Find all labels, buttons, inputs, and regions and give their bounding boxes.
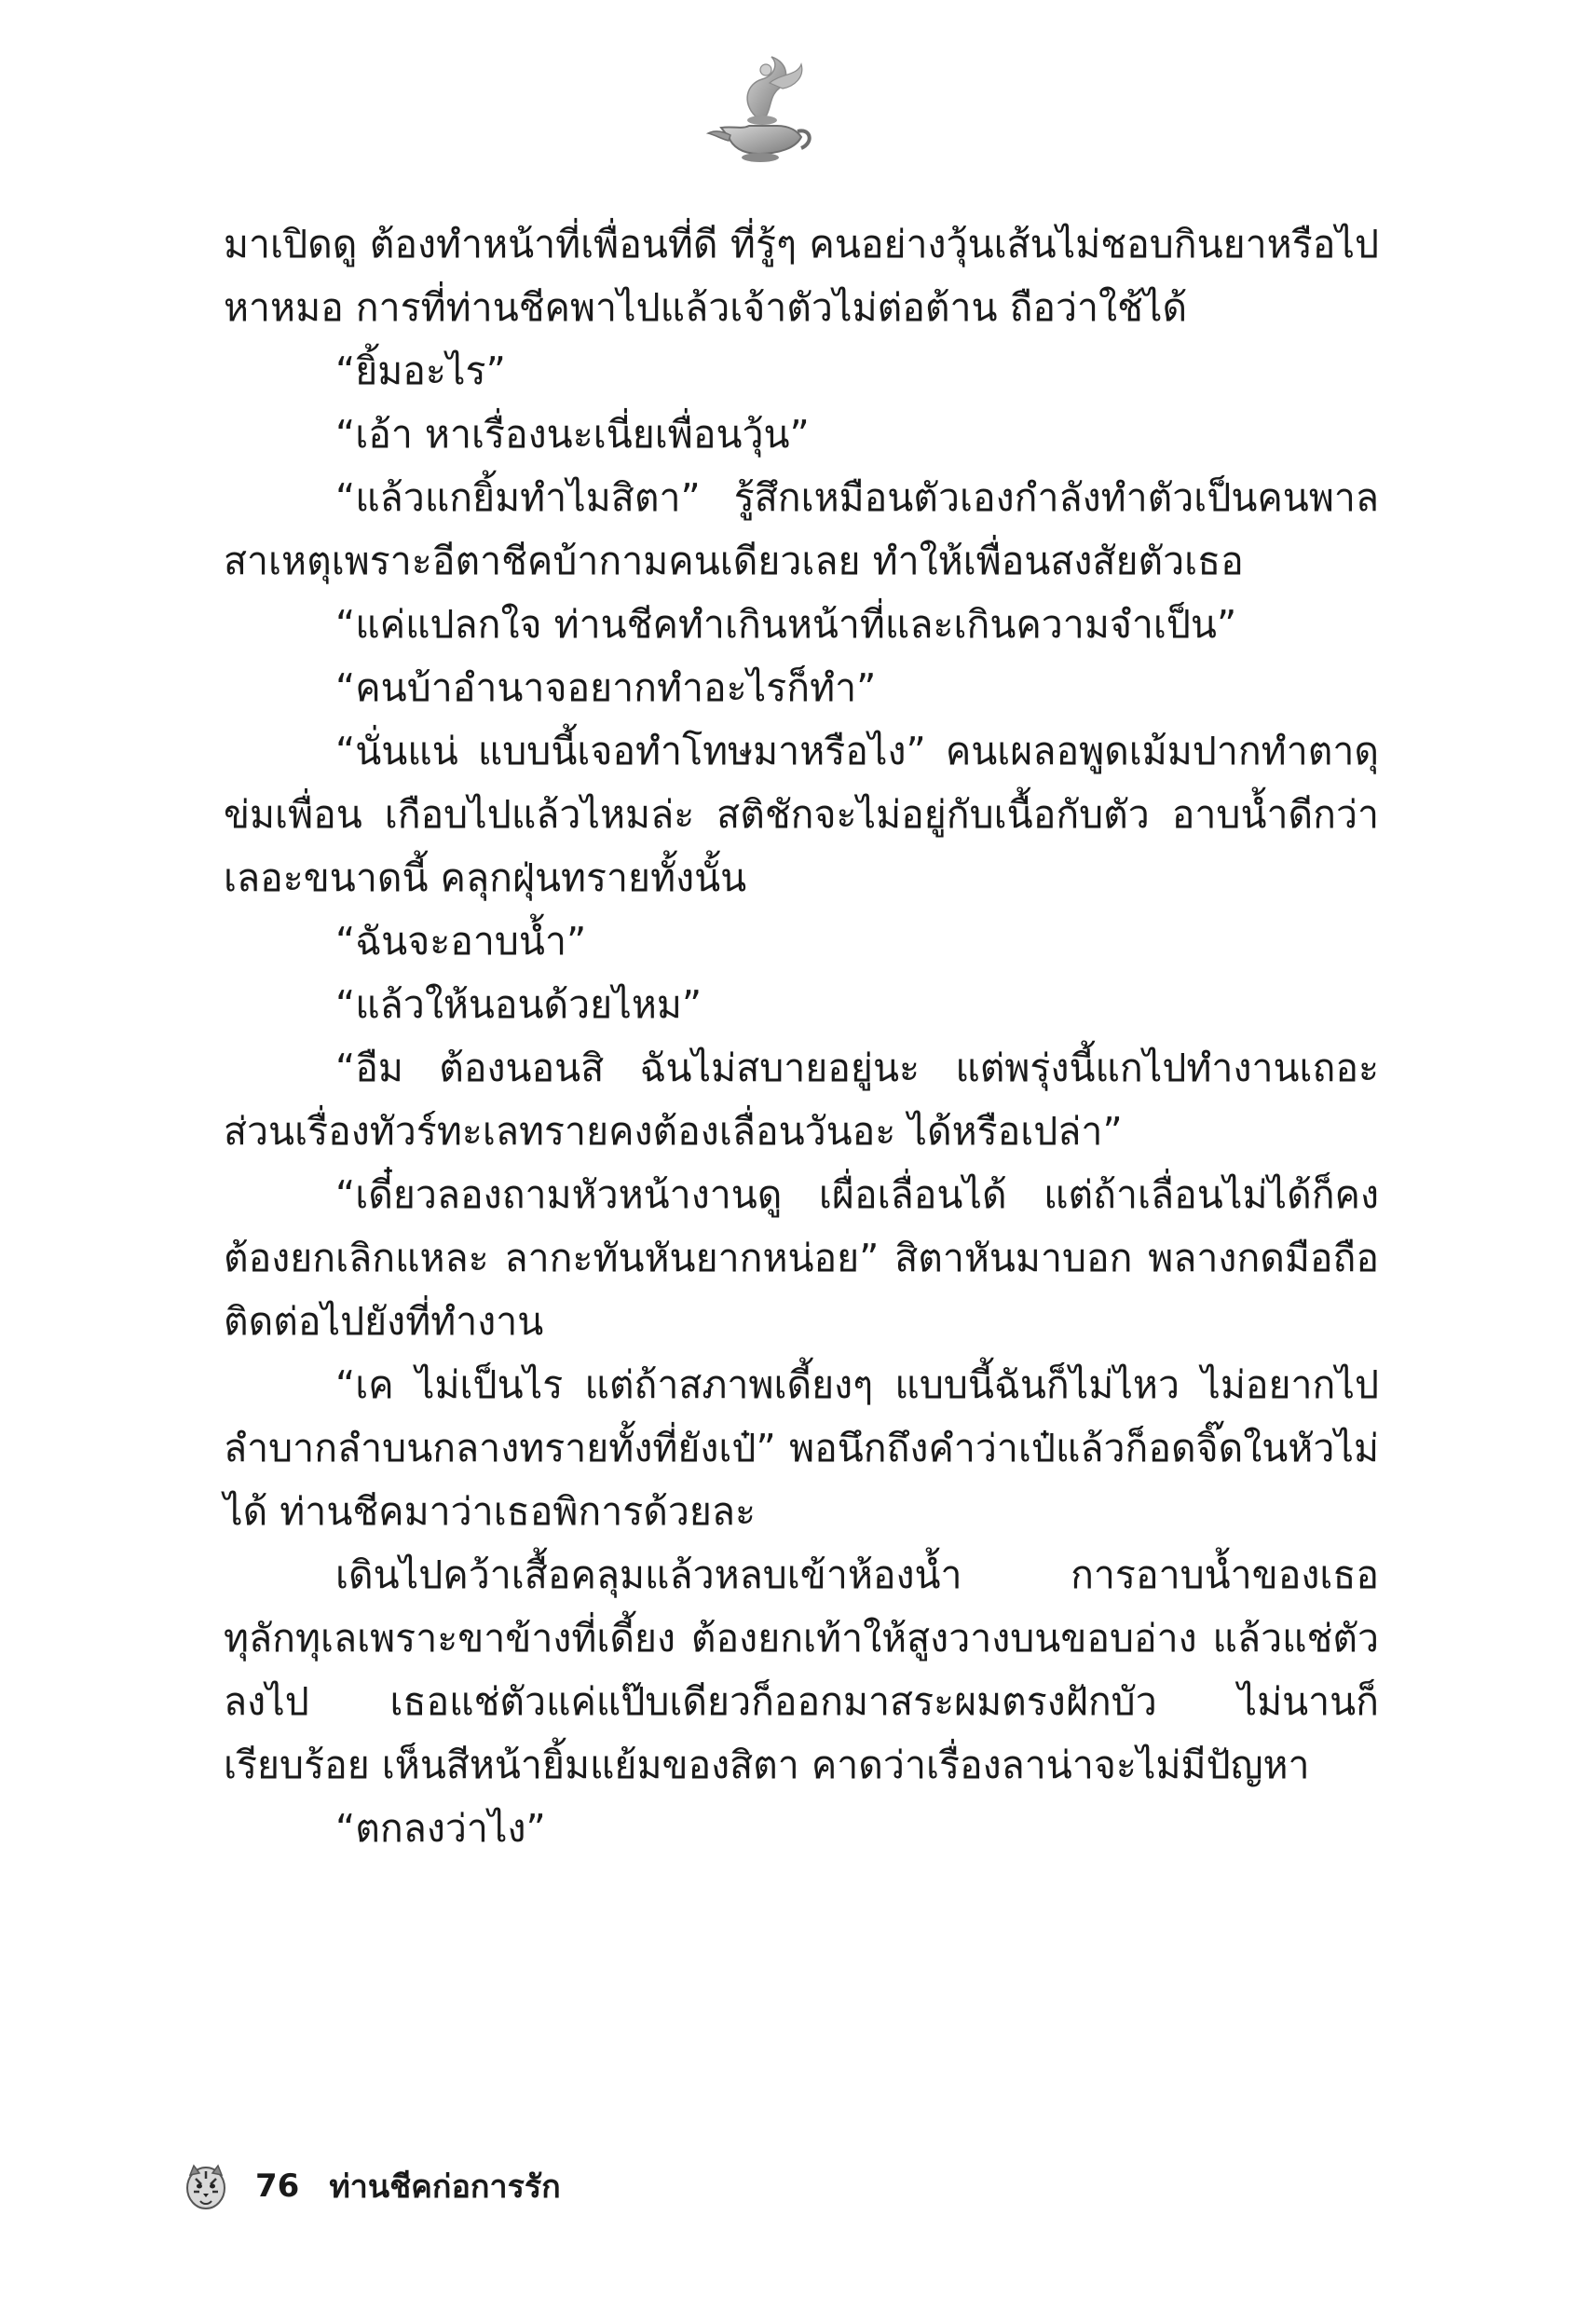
page-footer xyxy=(184,2158,561,2214)
paragraph: มาเปิดดู ต้องทำหน้าที่เพื่อนที่ดี ที่รู้ๆ คนอย่างวุ้นเส้นไม่ชอบกินยาหรือไปหาหมอ การที่ท่านชีคพาไปแล้วเจ้าตัวไม่ต่อต้าน ถือว่าใช้ได้ xyxy=(224,222,1379,330)
paragraph: “เค ไม่เป็นไร แต่ถ้าสภาพเดี้ยงๆ แบบนี้ฉันก็ไม่ไหว ไม่อยากไปลำบากลำบนกลางทรายทั้งที่ยังเป๋” พอนึกถึงคำว่าเป๋แล้วก็อดจิ๊ดในหัวไม่ได้ ท่านชีคมาว่าเธอพิการด้วยละ xyxy=(224,1362,1379,1534)
body-text xyxy=(224,212,1379,1860)
genie-lamp-icon xyxy=(704,51,816,168)
paragraph: “อืม ต้องนอนสิ ฉันไม่สบายอยู่นะ แต่พรุ่งนี้แกไปทำงานเถอะส่วนเรื่องทัวร์ทะเลทรายคงต้องเลื่อนวันอะ ได้หรือเปล่า” xyxy=(224,1046,1379,1154)
paragraph: “นั่นแน่ แบบนี้เจอทำโทษมาหรือไง” คนเผลอพูดเม้มปากทำตาดุข่มเพื่อน เกือบไปแล้วไหมล่ะ สติชักจะไม่อยู่กับเนื้อกับตัว อาบน้ำดีกว่าเลอะขนาดนี้ คลุกฝุ่นทรายทั้งนั้น xyxy=(224,729,1379,900)
paragraph: เดินไปคว้าเสื้อคลุมแล้วหลบเข้าห้องน้ำ การอาบน้ำของเธอทุลักทุเลเพราะขาข้างที่เดี้ยง ต้องยกเท้าให้สูงวางบนขอบอ่าง แล้วแช่ตัวลงไป เธอแช่ตัวแค่แป๊บเดียวก็ออกมาสระผมตรงฝักบัว ไม่นานก็เรียบร้อย เห็นสีหน้ายิ้มแย้มของสิตา คาดว่าเรื่องลาน่าจะไม่มีปัญหา xyxy=(224,1552,1379,1787)
paragraph: “เอ้า หาเรื่องนะเนี่ยเพื่อนวุ้น” xyxy=(335,412,810,457)
paragraph: “ฉันจะอาบน้ำ” xyxy=(335,919,587,964)
paragraph: “ตกลงว่าไง” xyxy=(335,1806,546,1851)
paragraph: “แล้วให้นอนด้วยไหม” xyxy=(335,982,703,1027)
paragraph: “คนบ้าอำนาจอยากทำอะไรก็ทำ” xyxy=(335,665,877,710)
paragraph: “แค่แปลกใจ ท่านชีคทำเกินหน้าที่และเกินความจำเป็น” xyxy=(335,602,1237,647)
book-title: ท่านชีคก่อการรัก xyxy=(329,2168,561,2206)
paragraph: “เดี๋ยวลองถามหัวหน้างานดู เผื่อเลื่อนได้ แต่ถ้าเลื่อนไม่ได้ก็คงต้องยกเลิกแหละ ลากะทันหันยากหน่อย” สิตาหันมาบอก พลางกดมือถือติดต่อไปยังที่ทำงาน xyxy=(224,1172,1379,1344)
paragraph: “ยิ้มอะไร” xyxy=(335,349,506,393)
paragraph: “แล้วแกยิ้มทำไมสิตา” รู้สึกเหมือนตัวเองกำลังทำตัวเป็นคนพาลสาเหตุเพราะอีตาชีคบ้ากามคนเดียวเลย ทำให้เพื่อนสงสัยตัวเธอ xyxy=(224,475,1379,583)
page-number: 76 xyxy=(255,2167,300,2205)
tiger-head-icon xyxy=(184,2162,227,2210)
